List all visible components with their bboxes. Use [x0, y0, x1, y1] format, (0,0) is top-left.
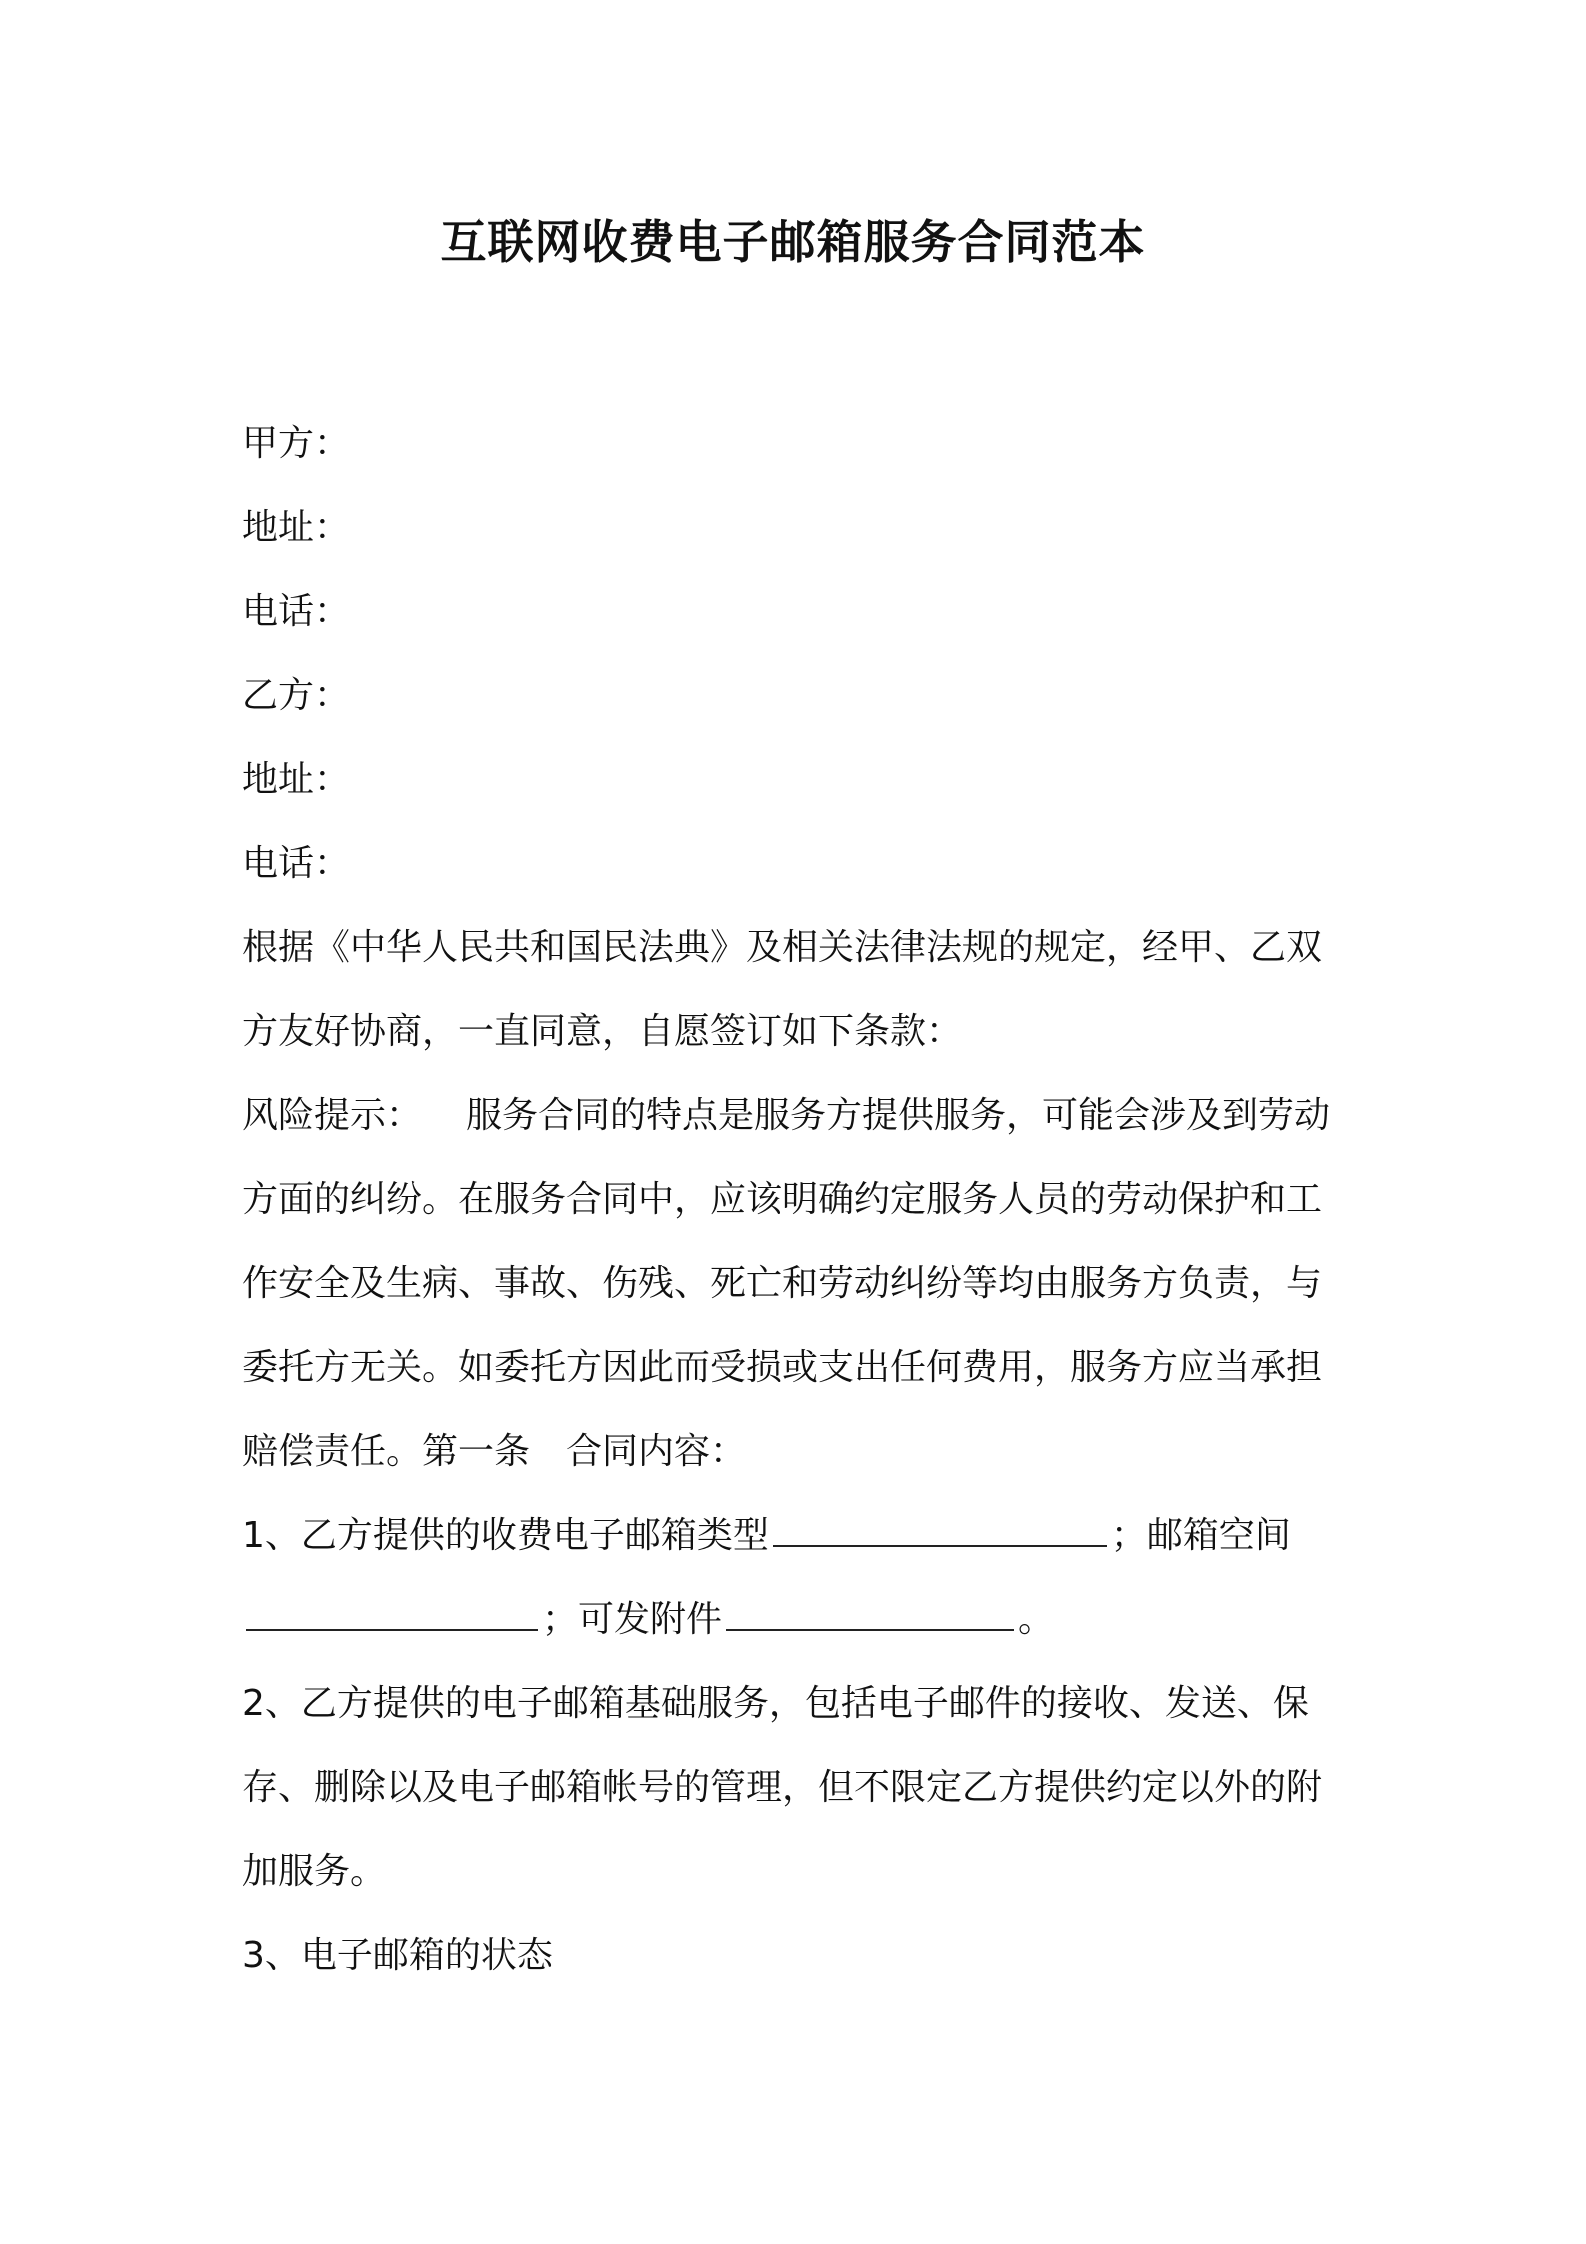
clause-1-prefix: 1、乙方提供的收费电子邮箱类型 — [242, 1515, 769, 1556]
risk-line-5 — [242, 1410, 1350, 1494]
risk-line-2: 方面的纠纷。在服务合同中，应该明确约定服务人员的劳动保护和工 — [242, 1179, 1323, 1220]
risk-text-1: 服务合同的特点是服务方提供服务，可能会涉及到劳动 — [466, 1095, 1331, 1136]
risk-line-1 — [242, 1074, 1350, 1158]
clause-1-line-1 — [242, 1494, 1350, 1578]
intro-line-1: 根据《中华人民共和国民法典》及相关法律法规的规定，经甲、乙双 — [242, 927, 1323, 968]
party-b-address: 地址： — [242, 759, 351, 800]
article-1-title: 合同内容： — [566, 1431, 747, 1472]
clause-1-line-2 — [242, 1578, 1350, 1662]
clause-1-attach: ；可发附件 — [542, 1599, 723, 1640]
document-title: 互联网收费电子邮箱服务合同范本 — [440, 215, 1146, 269]
clause-1-mid: ；邮箱空间 — [1110, 1515, 1291, 1556]
party-a-phone: 电话： — [242, 591, 351, 632]
mailbox-type-blank[interactable] — [773, 1515, 1107, 1547]
document-body — [242, 402, 1350, 1998]
party-b-phone: 电话： — [242, 843, 351, 884]
risk-label: 风险提示： — [242, 1095, 423, 1136]
party-a-address: 地址： — [242, 507, 351, 548]
clause-1-end: 。 — [1018, 1599, 1055, 1640]
risk-line-4: 委托方无关。如委托方因此而受损或支出任何费用，服务方应当承担 — [242, 1347, 1323, 1388]
intro-line-2: 方友好协商，一直同意，自愿签订如下条款： — [242, 1011, 963, 1052]
party-b-name: 乙方： — [242, 675, 351, 716]
clause-2-line-3: 加服务。 — [242, 1851, 387, 1892]
party-a-name: 甲方： — [242, 423, 351, 464]
risk-line-3: 作安全及生病、事故、伤残、死亡和劳动纠纷等均由服务方负责，与 — [242, 1263, 1323, 1304]
risk-text-5: 赔偿责任。 — [242, 1431, 423, 1472]
clause-2-line-1: 2、乙方提供的电子邮箱基础服务，包括电子邮件的接收、发送、保 — [242, 1683, 1309, 1724]
mailbox-space-blank[interactable] — [246, 1599, 538, 1631]
article-1-label: 第一条 — [422, 1431, 531, 1472]
attachment-blank[interactable] — [726, 1599, 1014, 1631]
clause-3: 3、电子邮箱的状态 — [242, 1935, 553, 1976]
clause-2-line-2: 存、删除以及电子邮箱帐号的管理，但不限定乙方提供约定以外的附 — [242, 1767, 1323, 1808]
